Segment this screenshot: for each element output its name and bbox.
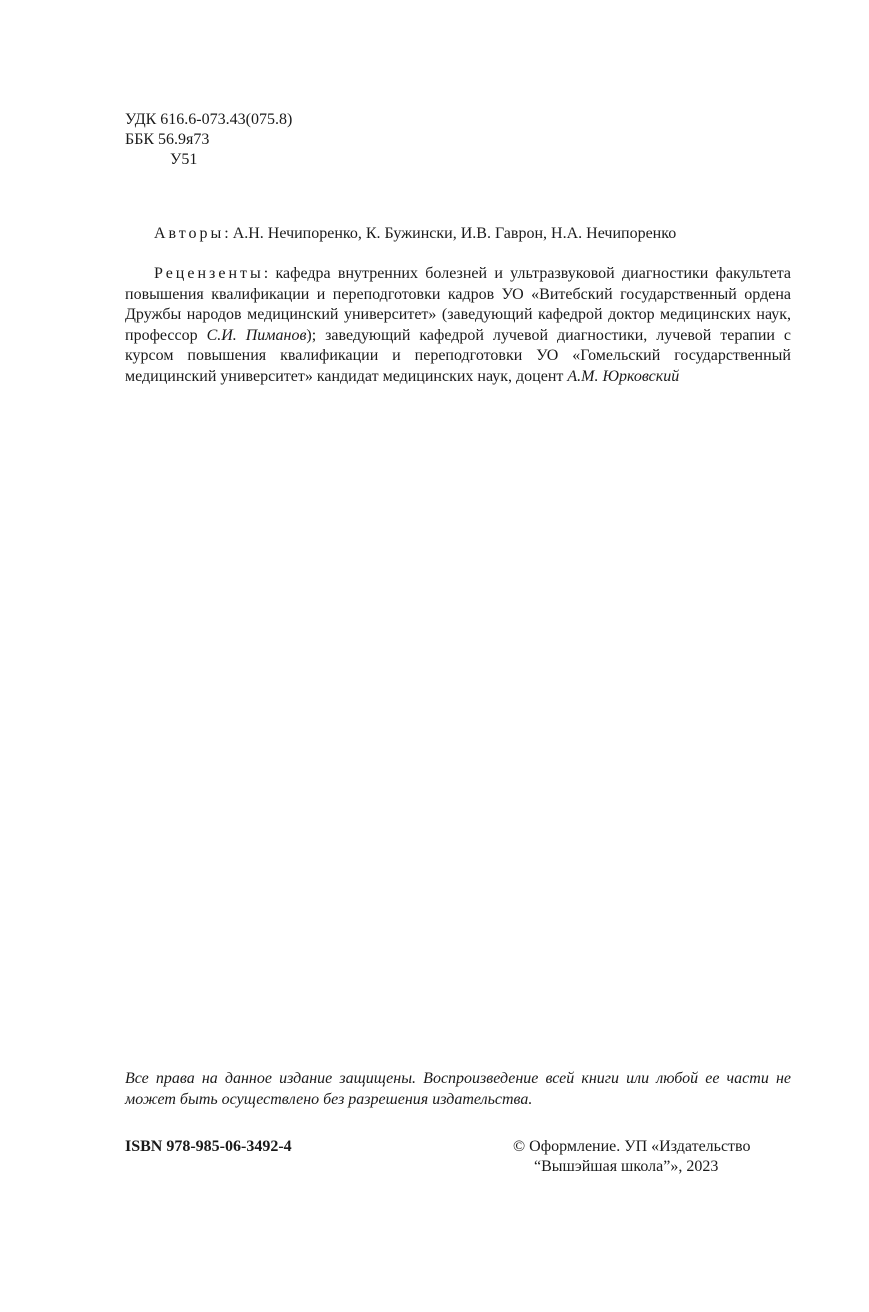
reviewers-label: Рецензенты [154, 265, 264, 282]
reviewers-text-part2: ); заведующий кафедрой лучевой диагностики, лучевой терапии с курсом повышения квалификации и переподготовки УО «Гомельский государственный медицинский университет» кандидат медицинских наук, доцент [125, 326, 791, 385]
authors-label: Авторы [154, 225, 225, 242]
authors-names: : А.Н. Нечипоренко, К. Бужински, И.В. Гаврон, Н.А. Нечипоренко [224, 225, 677, 242]
copyright-notice [513, 1137, 750, 1177]
isbn: ISBN 978-985-06-3492-4 [125, 1138, 292, 1155]
rights-notice: Все права на данное издание защищены. Воспроизведение всей книги или любой ее части не может быть осуществлено без разрешения издательства. [125, 1070, 791, 1108]
reviewer1-name: С.И. Пиманов [206, 326, 307, 344]
bbk-code: ББК 56.9я73 [125, 131, 210, 148]
copyright-line1: © Оформление. УП «Издательство [513, 1138, 751, 1155]
reviewer2-name: А.М. Юрковский [567, 367, 680, 385]
udk-code: УДК 616.6-073.43(075.8) [125, 111, 293, 128]
authors-line [125, 224, 791, 244]
reviewers-paragraph [125, 264, 791, 387]
reviewers-text-part1: : кафедра внутренних болезней и ультразвуковой диагностики факультета повышения квалификации и переподготовки кадров УО «Витебский государственный ордена Дружбы народов медицинский университет» (заведующий кафедрой доктор медицинских наук, профессор [125, 265, 791, 344]
copyright-line2: “Вышэйшая школа”», 2023 [534, 1158, 719, 1175]
classification-block [125, 110, 292, 170]
author-mark: У51 [170, 151, 198, 168]
